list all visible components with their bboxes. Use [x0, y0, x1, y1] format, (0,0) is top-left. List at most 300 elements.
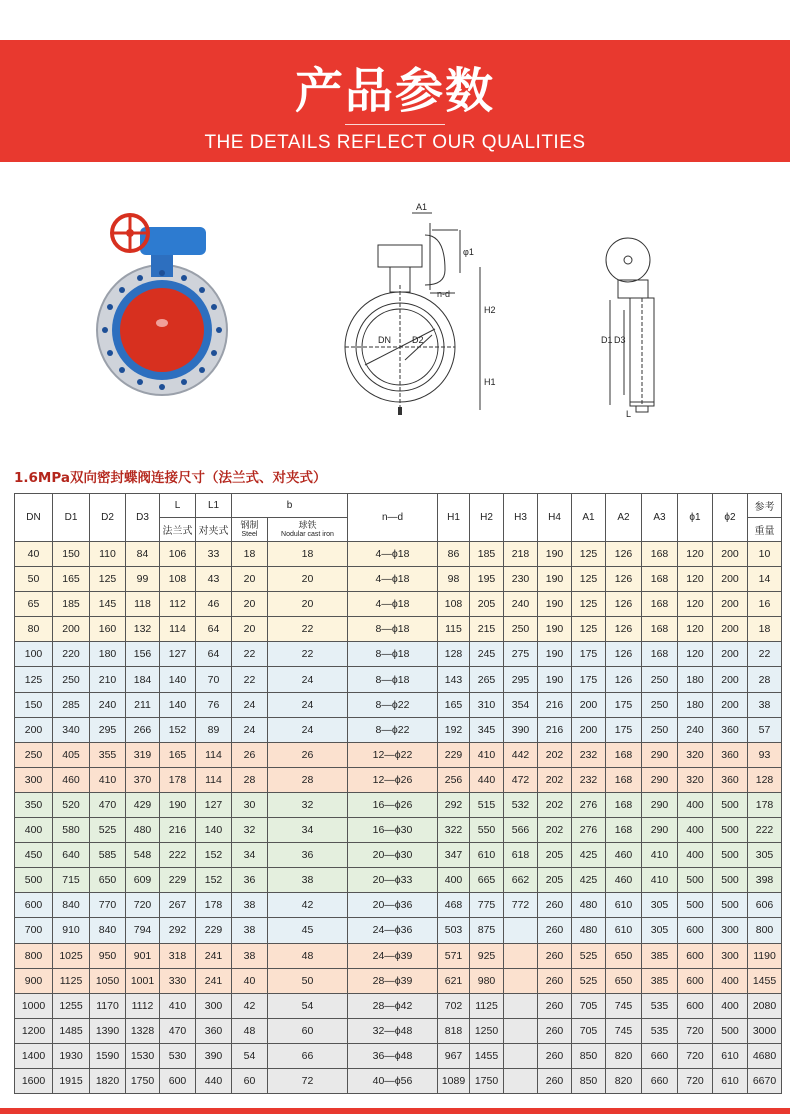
table-cell: 180: [678, 692, 713, 717]
table-cell: 354: [504, 692, 538, 717]
table-cell: 190: [538, 567, 572, 592]
table-cell: 14: [748, 567, 782, 592]
table-cell: 125: [572, 592, 606, 617]
table-cell: 24: [232, 692, 268, 717]
table-cell: 185: [470, 542, 504, 567]
table-cell: 535: [642, 1018, 678, 1043]
table-cell: 38: [232, 943, 268, 968]
table-cell: 290: [642, 767, 678, 792]
table-cell: 440: [470, 767, 504, 792]
header-banner: [0, 40, 790, 162]
table-cell: 500: [713, 792, 748, 817]
table-row: [15, 843, 782, 868]
table-cell: 28—ϕ42: [348, 993, 438, 1018]
table-row: [15, 617, 782, 642]
table-cell: 1485: [53, 1018, 90, 1043]
valve-photo: [97, 215, 227, 395]
label-d2: D2: [412, 335, 424, 345]
table-cell: 1455: [470, 1043, 504, 1068]
table-cell: 1000: [15, 993, 53, 1018]
table-row: [15, 1043, 782, 1068]
table-cell: 980: [470, 968, 504, 993]
table-cell: 900: [15, 968, 53, 993]
table-cell: 125: [90, 567, 126, 592]
table-cell: 216: [538, 692, 572, 717]
table-cell: 125: [572, 567, 606, 592]
table-cell: 410: [470, 742, 504, 767]
table-cell: 241: [196, 943, 232, 968]
table-cell: 168: [606, 742, 642, 767]
table-cell: 211: [126, 692, 160, 717]
table-cell: 265: [470, 667, 504, 692]
table-cell: 26: [232, 742, 268, 767]
table-cell: 8—ϕ22: [348, 692, 438, 717]
table-cell: 118: [126, 592, 160, 617]
table-cell: 16—ϕ30: [348, 818, 438, 843]
table-cell: 745: [606, 993, 642, 1018]
table-cell: 480: [126, 818, 160, 843]
table-cell: 640: [53, 843, 90, 868]
table-cell: 610: [606, 893, 642, 918]
table-row: [15, 893, 782, 918]
table-cell: 140: [160, 667, 196, 692]
table-cell: 400: [713, 968, 748, 993]
table-cell: 192: [438, 717, 470, 742]
col-a3: A3: [642, 494, 678, 542]
table-cell: 45: [268, 918, 348, 943]
col-l: L: [160, 494, 196, 518]
table-cell: 24—ϕ39: [348, 943, 438, 968]
table-header-row: [15, 494, 782, 518]
table-cell: 425: [572, 843, 606, 868]
table-cell: 112: [160, 592, 196, 617]
table-cell: [504, 943, 538, 968]
table-cell: 1250: [470, 1018, 504, 1043]
table-cell: 610: [713, 1043, 748, 1068]
table-cell: 468: [438, 893, 470, 918]
table-cell: 500: [678, 893, 713, 918]
table-cell: 410: [642, 868, 678, 893]
table-cell: 310: [470, 692, 504, 717]
table-cell: 114: [196, 767, 232, 792]
table-cell: 260: [538, 943, 572, 968]
table-cell: 127: [160, 642, 196, 667]
table-cell: 10: [748, 542, 782, 567]
table-cell: 875: [470, 918, 504, 943]
table-cell: 500: [713, 1018, 748, 1043]
table-cell: 143: [438, 667, 470, 692]
table-cell: 1750: [126, 1068, 160, 1093]
table-cell: 12—ϕ26: [348, 767, 438, 792]
table-cell: 178: [748, 792, 782, 817]
table-row: [15, 692, 782, 717]
table-cell: 720: [678, 1018, 713, 1043]
table-cell: 240: [504, 592, 538, 617]
table-cell: 600: [678, 918, 713, 943]
label-d3: D3: [614, 335, 626, 345]
table-cell: 400: [15, 818, 53, 843]
table-cell: 267: [160, 893, 196, 918]
table-cell: 222: [748, 818, 782, 843]
table-cell: 168: [642, 642, 678, 667]
table-cell: 305: [748, 843, 782, 868]
table-cell: 205: [470, 592, 504, 617]
table-cell: 330: [160, 968, 196, 993]
table-cell: 32: [268, 792, 348, 817]
label-h2: H2: [484, 305, 496, 315]
table-cell: 38: [232, 918, 268, 943]
table-cell: 910: [53, 918, 90, 943]
table-cell: 178: [160, 767, 196, 792]
dimension-table: [14, 493, 782, 1094]
table-cell: 64: [196, 642, 232, 667]
table-cell: 99: [126, 567, 160, 592]
table-cell: 8—ϕ18: [348, 617, 438, 642]
table-cell: 34: [268, 818, 348, 843]
table-cell: 16—ϕ26: [348, 792, 438, 817]
table-cell: 150: [15, 692, 53, 717]
table-cell: 3000: [748, 1018, 782, 1043]
front-drawing: [345, 213, 480, 415]
table-cell: 18: [268, 542, 348, 567]
table-cell: 385: [642, 943, 678, 968]
table-row: [15, 592, 782, 617]
table-cell: 410: [160, 993, 196, 1018]
label-nd: n-d: [437, 289, 451, 299]
table-row: [15, 542, 782, 567]
table-cell: [504, 1018, 538, 1043]
table-cell: 168: [642, 542, 678, 567]
table-cell: 70: [196, 667, 232, 692]
table-cell: 110: [90, 542, 126, 567]
table-cell: 156: [126, 642, 160, 667]
table-cell: 200: [15, 717, 53, 742]
table-cell: 300: [713, 918, 748, 943]
table-cell: 54: [232, 1043, 268, 1068]
table-cell: 525: [90, 818, 126, 843]
table-cell: 12—ϕ22: [348, 742, 438, 767]
table-cell: 720: [678, 1043, 713, 1068]
table-cell: 600: [160, 1068, 196, 1093]
table-cell: 925: [470, 943, 504, 968]
table-cell: 550: [470, 818, 504, 843]
table-cell: 218: [504, 542, 538, 567]
table-cell: 8—ϕ18: [348, 667, 438, 692]
table-cell: 1125: [470, 993, 504, 1018]
table-cell: 127: [196, 792, 232, 817]
table-cell: 400: [678, 792, 713, 817]
table-cell: 222: [160, 843, 196, 868]
table-cell: 175: [572, 667, 606, 692]
table-cell: 126: [606, 567, 642, 592]
table-cell: 600: [678, 993, 713, 1018]
table-cell: 398: [748, 868, 782, 893]
table-cell: 28: [268, 767, 348, 792]
table-cell: 850: [572, 1068, 606, 1093]
col-l1-sub: 对夹式: [196, 518, 232, 542]
table-cell: 320: [678, 767, 713, 792]
col-d3: D3: [126, 494, 160, 542]
table-cell: 500: [713, 893, 748, 918]
table-cell: 205: [538, 868, 572, 893]
table-cell: 175: [606, 717, 642, 742]
table-cell: 1200: [15, 1018, 53, 1043]
table-cell: 120: [678, 592, 713, 617]
table-cell: 500: [678, 868, 713, 893]
table-cell: 260: [538, 993, 572, 1018]
table-cell: 370: [126, 767, 160, 792]
table-cell: 1455: [748, 968, 782, 993]
table-cell: 840: [53, 893, 90, 918]
table-cell: 450: [15, 843, 53, 868]
table-cell: 800: [748, 918, 782, 943]
table-cell: 770: [90, 893, 126, 918]
table-row: [15, 792, 782, 817]
table-cell: 20: [232, 567, 268, 592]
table-cell: 503: [438, 918, 470, 943]
table-cell: 410: [642, 843, 678, 868]
col-b: b: [232, 494, 348, 518]
col-phi2: ϕ2: [713, 494, 748, 542]
table-cell: 4—ϕ18: [348, 567, 438, 592]
table-cell: 850: [572, 1043, 606, 1068]
table-cell: 132: [126, 617, 160, 642]
table-cell: 200: [713, 692, 748, 717]
table-cell: 126: [606, 542, 642, 567]
table-cell: 43: [196, 567, 232, 592]
table-cell: 250: [53, 667, 90, 692]
table-cell: 500: [713, 818, 748, 843]
table-row: [15, 818, 782, 843]
table-cell: 168: [606, 818, 642, 843]
table-cell: 650: [606, 943, 642, 968]
table-cell: 165: [53, 567, 90, 592]
table-cell: 65: [15, 592, 53, 617]
table-cell: 28—ϕ39: [348, 968, 438, 993]
table-cell: 50: [15, 567, 53, 592]
table-row: [15, 567, 782, 592]
table-cell: 168: [606, 767, 642, 792]
table-cell: 285: [53, 692, 90, 717]
table-cell: 266: [126, 717, 160, 742]
col-nd: n—d: [348, 494, 438, 542]
table-cell: 22: [232, 667, 268, 692]
table-cell: 480: [572, 893, 606, 918]
table-cell: 22: [748, 642, 782, 667]
table-cell: 429: [126, 792, 160, 817]
table-cell: 20: [268, 567, 348, 592]
table-cell: 145: [90, 592, 126, 617]
table-cell: 34: [232, 843, 268, 868]
table-cell: 818: [438, 1018, 470, 1043]
table-cell: 100: [15, 642, 53, 667]
table-cell: 140: [196, 818, 232, 843]
table-cell: 202: [538, 742, 572, 767]
table-cell: 215: [470, 617, 504, 642]
table-cell: 700: [15, 918, 53, 943]
table-cell: 40: [232, 968, 268, 993]
table-cell: 8—ϕ18: [348, 642, 438, 667]
table-cell: 241: [196, 968, 232, 993]
table-cell: 86: [438, 542, 470, 567]
table-cell: 125: [572, 617, 606, 642]
table-cell: 360: [196, 1018, 232, 1043]
table-cell: 180: [90, 642, 126, 667]
table-cell: 125: [15, 667, 53, 692]
table-cell: [504, 993, 538, 1018]
table-cell: 400: [438, 868, 470, 893]
table-cell: 1400: [15, 1043, 53, 1068]
table-cell: 165: [160, 742, 196, 767]
label-d1: D1: [601, 335, 613, 345]
table-cell: 168: [642, 567, 678, 592]
table-cell: 360: [713, 742, 748, 767]
col-weight: 重量: [748, 518, 782, 542]
table-cell: [504, 968, 538, 993]
col-d1: D1: [53, 494, 90, 542]
col-ref: 参考: [748, 494, 782, 518]
table-cell: 125: [572, 542, 606, 567]
table-cell: 600: [15, 893, 53, 918]
table-cell: 400: [678, 818, 713, 843]
table-cell: 800: [15, 943, 53, 968]
table-cell: 500: [15, 868, 53, 893]
table-cell: 720: [126, 893, 160, 918]
table-cell: 745: [606, 1018, 642, 1043]
table-cell: 535: [642, 993, 678, 1018]
table-cell: 165: [438, 692, 470, 717]
table-cell: 20: [232, 617, 268, 642]
table-cell: 300: [15, 767, 53, 792]
col-b-iron: [268, 518, 348, 542]
table-cell: 1600: [15, 1068, 53, 1093]
table-cell: 1190: [748, 943, 782, 968]
table-cell: 48: [232, 1018, 268, 1043]
table-cell: 820: [606, 1068, 642, 1093]
table-cell: 472: [504, 767, 538, 792]
table-cell: 525: [572, 968, 606, 993]
table-cell: 240: [678, 717, 713, 742]
table-cell: 36—ϕ48: [348, 1043, 438, 1068]
table-cell: 950: [90, 943, 126, 968]
table-cell: 662: [504, 868, 538, 893]
table-cell: 195: [470, 567, 504, 592]
table-cell: 84: [126, 542, 160, 567]
table-row: [15, 868, 782, 893]
side-drawing: [606, 238, 654, 412]
table-cell: 1530: [126, 1043, 160, 1068]
table-cell: 320: [678, 742, 713, 767]
table-cell: 410: [90, 767, 126, 792]
table-cell: 205: [538, 843, 572, 868]
table-cell: 30: [232, 792, 268, 817]
table-cell: 425: [572, 868, 606, 893]
col-a1: A1: [572, 494, 606, 542]
table-cell: 38: [232, 893, 268, 918]
table-cell: 200: [713, 642, 748, 667]
table-cell: 22: [268, 642, 348, 667]
table-cell: 200: [713, 667, 748, 692]
table-caption: 1.6MPa双向密封蝶阀连接尺寸（法兰式、对夹式）: [14, 470, 327, 486]
table-cell: 80: [15, 617, 53, 642]
table-cell: 250: [642, 667, 678, 692]
table-cell: 28: [232, 767, 268, 792]
table-cell: [504, 918, 538, 943]
table-cell: 202: [538, 767, 572, 792]
table-cell: 618: [504, 843, 538, 868]
table-cell: 32: [232, 818, 268, 843]
table-cell: 260: [538, 1018, 572, 1043]
table-cell: 515: [470, 792, 504, 817]
table-row: [15, 1068, 782, 1093]
table-cell: 232: [572, 767, 606, 792]
table-cell: 566: [504, 818, 538, 843]
table-cell: 600: [678, 943, 713, 968]
table-cell: 840: [90, 918, 126, 943]
table-cell: 702: [438, 993, 470, 1018]
col-d2: D2: [90, 494, 126, 542]
table-cell: 48: [268, 943, 348, 968]
table-cell: 200: [53, 617, 90, 642]
table-cell: 240: [90, 692, 126, 717]
table-cell: 175: [606, 692, 642, 717]
table-cell: 1170: [90, 993, 126, 1018]
table-cell: 200: [572, 692, 606, 717]
table-cell: 168: [642, 592, 678, 617]
table-cell: 250: [504, 617, 538, 642]
table-cell: 120: [678, 567, 713, 592]
table-cell: 20—ϕ33: [348, 868, 438, 893]
table-row: [15, 717, 782, 742]
table-cell: 610: [713, 1068, 748, 1093]
col-dn: DN: [15, 494, 53, 542]
table-cell: 20: [268, 592, 348, 617]
col-h2: H2: [470, 494, 504, 542]
table-cell: 190: [538, 667, 572, 692]
table-cell: 6670: [748, 1068, 782, 1093]
table-cell: 20—ϕ30: [348, 843, 438, 868]
table-cell: 190: [538, 642, 572, 667]
table-cell: 220: [53, 642, 90, 667]
table-cell: 32—ϕ48: [348, 1018, 438, 1043]
label-phi1: φ1: [463, 247, 474, 257]
table-cell: 60: [232, 1068, 268, 1093]
table-cell: 322: [438, 818, 470, 843]
product-figures: [0, 195, 790, 435]
table-cell: 260: [538, 893, 572, 918]
table-cell: 400: [678, 843, 713, 868]
table-cell: 276: [572, 818, 606, 843]
table-cell: 290: [642, 818, 678, 843]
table-cell: 126: [606, 642, 642, 667]
table-cell: 440: [196, 1068, 232, 1093]
table-cell: 340: [53, 717, 90, 742]
table-cell: 24: [268, 667, 348, 692]
table-cell: 202: [538, 818, 572, 843]
table-body: [15, 542, 782, 1094]
table-cell: 1050: [90, 968, 126, 993]
col-h3: H3: [504, 494, 538, 542]
table-cell: 660: [642, 1043, 678, 1068]
table-cell: 36: [268, 843, 348, 868]
table-cell: 470: [160, 1018, 196, 1043]
table-cell: 200: [713, 542, 748, 567]
table-cell: 20: [232, 592, 268, 617]
table-cell: 1001: [126, 968, 160, 993]
table-cell: 292: [438, 792, 470, 817]
table-cell: 42: [268, 893, 348, 918]
table-cell: 794: [126, 918, 160, 943]
